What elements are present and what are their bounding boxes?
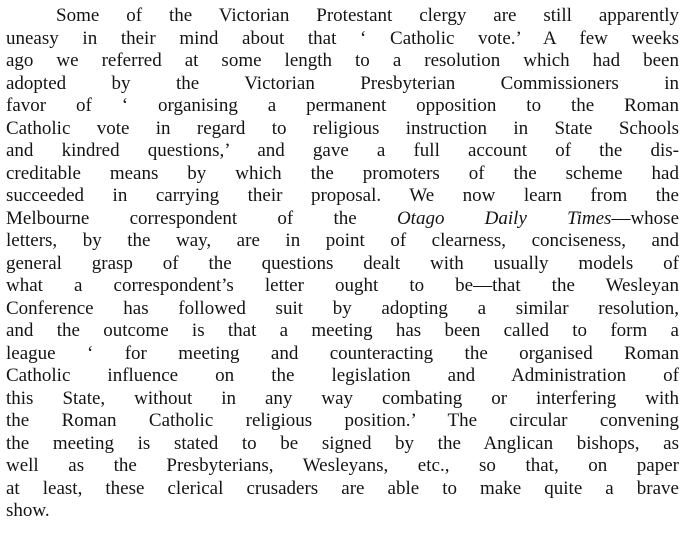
newspaper-title: Otago Daily Times — [396, 207, 612, 229]
text-line: adopted by the Victorian Presbyterian Commissioners in — [6, 72, 679, 94]
text-segment: Melbourne correspondent of the — [6, 207, 357, 229]
text-line: Catholic vote in regard to religious instruction in State Schools — [6, 117, 679, 139]
text-line: at least, these clerical crusaders are able to make quite a brave — [6, 477, 679, 499]
text-line: the meeting is stated to be signed by the Anglican bishops, as — [6, 432, 679, 454]
text-line: and the outcome is that a meeting has been called to form a — [6, 320, 679, 341]
text-line: letters, by the way, are in point of clearness, conciseness, and — [6, 230, 679, 251]
text-line: this State, without in any way combating or interfering with — [6, 387, 679, 409]
text-line: succeeded in carrying their proposal. We now learn from the — [6, 185, 679, 206]
text-line: well as the Presbyterians, Wesleyans, etc., so that, on paper — [6, 455, 679, 476]
text-line: favor of ‘ organising a permanent opposition to the Roman — [6, 95, 679, 116]
text-line: league ‘ for meeting and counteracting the organised Roman — [6, 342, 679, 364]
text-line: Some of the Victorian Protestant clergy are still apparently — [56, 5, 679, 26]
text-line: and kindred questions,’ and gave a full account of the dis- — [6, 140, 679, 161]
text-line: general grasp of the questions dealt with usually models of — [6, 252, 679, 274]
text-line: uneasy in their mind about that ‘ Catholic vote.’ A few weeks — [6, 27, 679, 49]
text-line: creditable means by which the promoters of the scheme had — [6, 162, 679, 184]
text-line: what a correspondent’s letter ought to be—that the Wesleyan — [6, 275, 679, 296]
text-line: Conference has followed suit by adopting a similar resolution, — [6, 297, 679, 319]
text-line: ago we referred at some length to a resolution which had been — [6, 50, 679, 71]
text-line: the Roman Catholic religious position.’ The circular convening — [6, 410, 679, 431]
text-line-with-title — [6, 208, 679, 231]
article-paragraph — [6, 5, 679, 523]
text-segment: —whose — [611, 207, 679, 229]
text-line: Catholic influence on the legislation and Administration of — [6, 365, 679, 386]
text-line: show. — [6, 500, 50, 521]
